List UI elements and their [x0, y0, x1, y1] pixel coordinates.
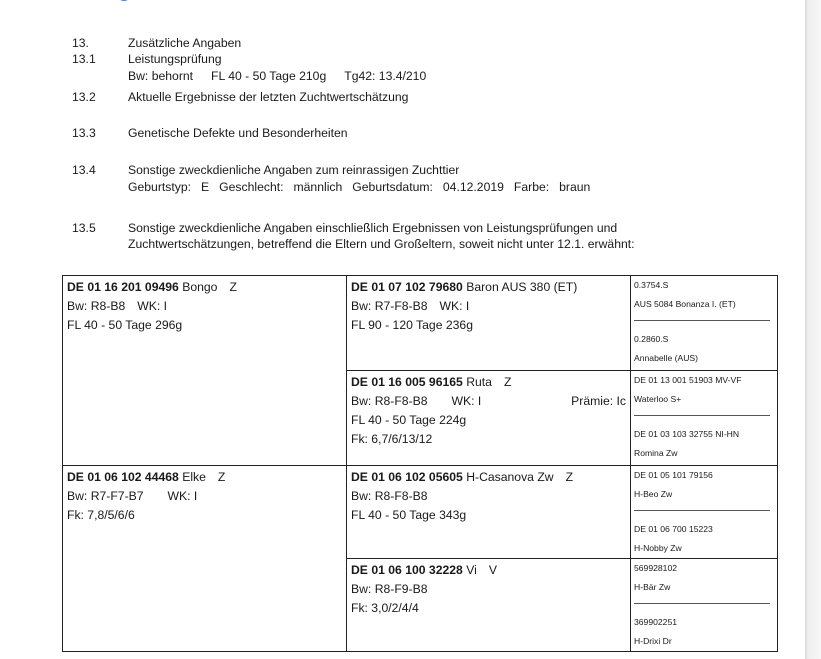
section-13-4-number: 13.4: [72, 163, 96, 177]
dd-fk: Fk: 3,0/2/4/4: [351, 601, 419, 615]
sex-value: männlich: [293, 180, 343, 194]
ss-wk: WK: I: [439, 299, 470, 313]
sire-cell: [63, 276, 347, 466]
ggp-cell-3: [631, 466, 778, 559]
separator-line: [634, 510, 770, 511]
dam-sire-cell: [347, 466, 631, 559]
ggp-2-name: Annabelle (AUS): [634, 353, 699, 363]
ggp-cell-4: [631, 559, 778, 652]
ggp-5-id: DE 01 05 101 79156: [634, 470, 713, 480]
performance-tg: Tg42: 13.4/210: [344, 69, 427, 83]
section-13-5-number: 13.5: [72, 221, 96, 235]
ggp-cell-2: [631, 371, 778, 466]
section-13-title: Zusätzliche Angaben: [128, 36, 242, 50]
ggp-5-name: H-Beo Zw: [634, 489, 673, 499]
dd-name: Vi: [466, 563, 477, 577]
section-13-3-number: 13.3: [72, 126, 96, 140]
ggp-3-id: DE 01 13 001 51903 MV-VF: [634, 375, 742, 385]
section-13-5-title-cont: Zuchtwertschätzungen, betreffend die Eltern und Großeltern, soweit nicht unter 12.1. erwähnt:: [128, 237, 635, 251]
sire-bw: Bw: R8-B8: [67, 299, 126, 313]
ggp-8-name: H-Drixi Dr: [634, 636, 672, 646]
ggp-4-id: DE 01 03 103 32755 NI-HN: [634, 429, 740, 439]
dd-bw: Bw: R8-F9-B8: [351, 582, 428, 596]
ggp-cell-1: [631, 276, 778, 371]
ss-bw: Bw: R7-F8-B8: [351, 299, 428, 313]
color-label: Farbe:: [513, 180, 550, 194]
separator-line: [634, 603, 770, 604]
ss-name: Baron AUS 380 (ET): [466, 280, 578, 294]
dam-id: DE 01 06 102 44468: [67, 470, 179, 484]
birthdate-value: 04.12.2019: [442, 180, 504, 194]
sire-wk: WK: I: [137, 299, 168, 313]
ds-id: DE 01 06 102 05605: [351, 470, 463, 484]
sd-flag: Z: [503, 375, 512, 389]
dam-cell: [63, 466, 347, 652]
ds-bw: Bw: R8-F8-B8: [351, 489, 428, 503]
birthdate-label: Geburtsdatum:: [352, 180, 433, 194]
sd-name: Ruta: [466, 375, 492, 389]
ds-name: H-Casanova Zw: [466, 470, 554, 484]
ggp-7-id: 569928102: [634, 563, 678, 573]
separator-line: [634, 320, 770, 321]
sire-id: DE 01 16 201 09496: [67, 280, 179, 294]
sd-wk: WK: I: [451, 394, 482, 408]
ggp-1-name: AUS 5084 Bonanza I. (ET): [634, 299, 736, 309]
performance-fl: FL 40 - 50 Tage 210g: [211, 69, 327, 83]
ds-flag: Z: [565, 470, 574, 484]
section-13-1-number: 13.1: [72, 52, 96, 66]
dam-wk: WK: I: [167, 489, 198, 503]
section-13-5-title: Sonstige zweckdienliche Angaben einschließlich Ergebnissen von Leistungsprüfungen und: [128, 221, 618, 235]
separator-line: [634, 415, 770, 416]
ss-perf: FL 90 - 120 Tage 236g: [351, 318, 473, 332]
sire-perf: FL 40 - 50 Tage 296g: [67, 318, 183, 332]
section-13-4-title: Sonstige zweckdienliche Angaben zum reinrassigen Zuchttier: [128, 163, 460, 177]
sd-perf: FL 40 - 50 Tage 224g: [351, 413, 467, 427]
birth-line: [128, 180, 590, 195]
logo-fragment-icon: [110, 0, 138, 4]
dam-fk: Fk: 7,8/5/6/6: [67, 508, 135, 522]
sire-flag: Z: [229, 280, 237, 294]
sex-label: Geschlecht:: [219, 180, 284, 194]
dam-flag: Z: [217, 470, 226, 484]
sd-praemie: Prämie: Ic: [571, 394, 626, 408]
ggp-8-id: 369902251: [634, 617, 678, 627]
performance-bw: Bw: behornt: [128, 69, 194, 83]
ggp-2-id: 0.2860.S: [634, 334, 669, 344]
dd-flag: V: [488, 563, 497, 577]
sire-sire-cell: [347, 276, 631, 371]
performance-line: [128, 69, 426, 84]
page-edge: [805, 0, 821, 659]
section-13-1-title: Leistungsprüfung: [128, 52, 222, 66]
sd-id: DE 01 16 005 96165: [351, 375, 463, 389]
sd-bw: Bw: R8-F8-B8: [351, 394, 428, 408]
dam-bw: Bw: R7-F7-B7: [67, 489, 144, 503]
ss-id: DE 01 07 102 79680: [351, 280, 463, 294]
ggp-4-name: Romina Zw: [634, 448, 678, 458]
ggp-3-name: Waterloo S+: [634, 394, 682, 404]
sd-fk: Fk: 6,7/6/13/12: [351, 432, 433, 446]
sire-name: Bongo: [182, 280, 218, 294]
section-13-3-title: Genetische Defekte und Besonderheiten: [128, 126, 348, 140]
color-value: braun: [559, 180, 591, 194]
pedigree-table: [62, 275, 778, 652]
ggp-7-name: H-Bär Zw: [634, 582, 671, 592]
dam-dam-cell: [347, 559, 631, 652]
ggp-6-id: DE 01 06 700 15223: [634, 524, 713, 534]
ggp-6-name: H-Nobby Zw: [634, 543, 682, 553]
birth-type-label: Geburtstyp:: [128, 180, 191, 194]
birth-type-value: E: [201, 180, 210, 194]
section-13-number: 13.: [72, 36, 89, 50]
ds-perf: FL 40 - 50 Tage 343g: [351, 508, 467, 522]
section-13-2-title: Aktuelle Ergebnisse der letzten Zuchtwertschätzung: [128, 90, 409, 104]
dam-name: Elke: [182, 470, 206, 484]
section-13-2-number: 13.2: [72, 90, 96, 104]
ggp-1-id: 0.3754.S: [634, 280, 669, 290]
sire-dam-cell: [347, 371, 631, 466]
dd-id: DE 01 06 100 32228: [351, 563, 463, 577]
